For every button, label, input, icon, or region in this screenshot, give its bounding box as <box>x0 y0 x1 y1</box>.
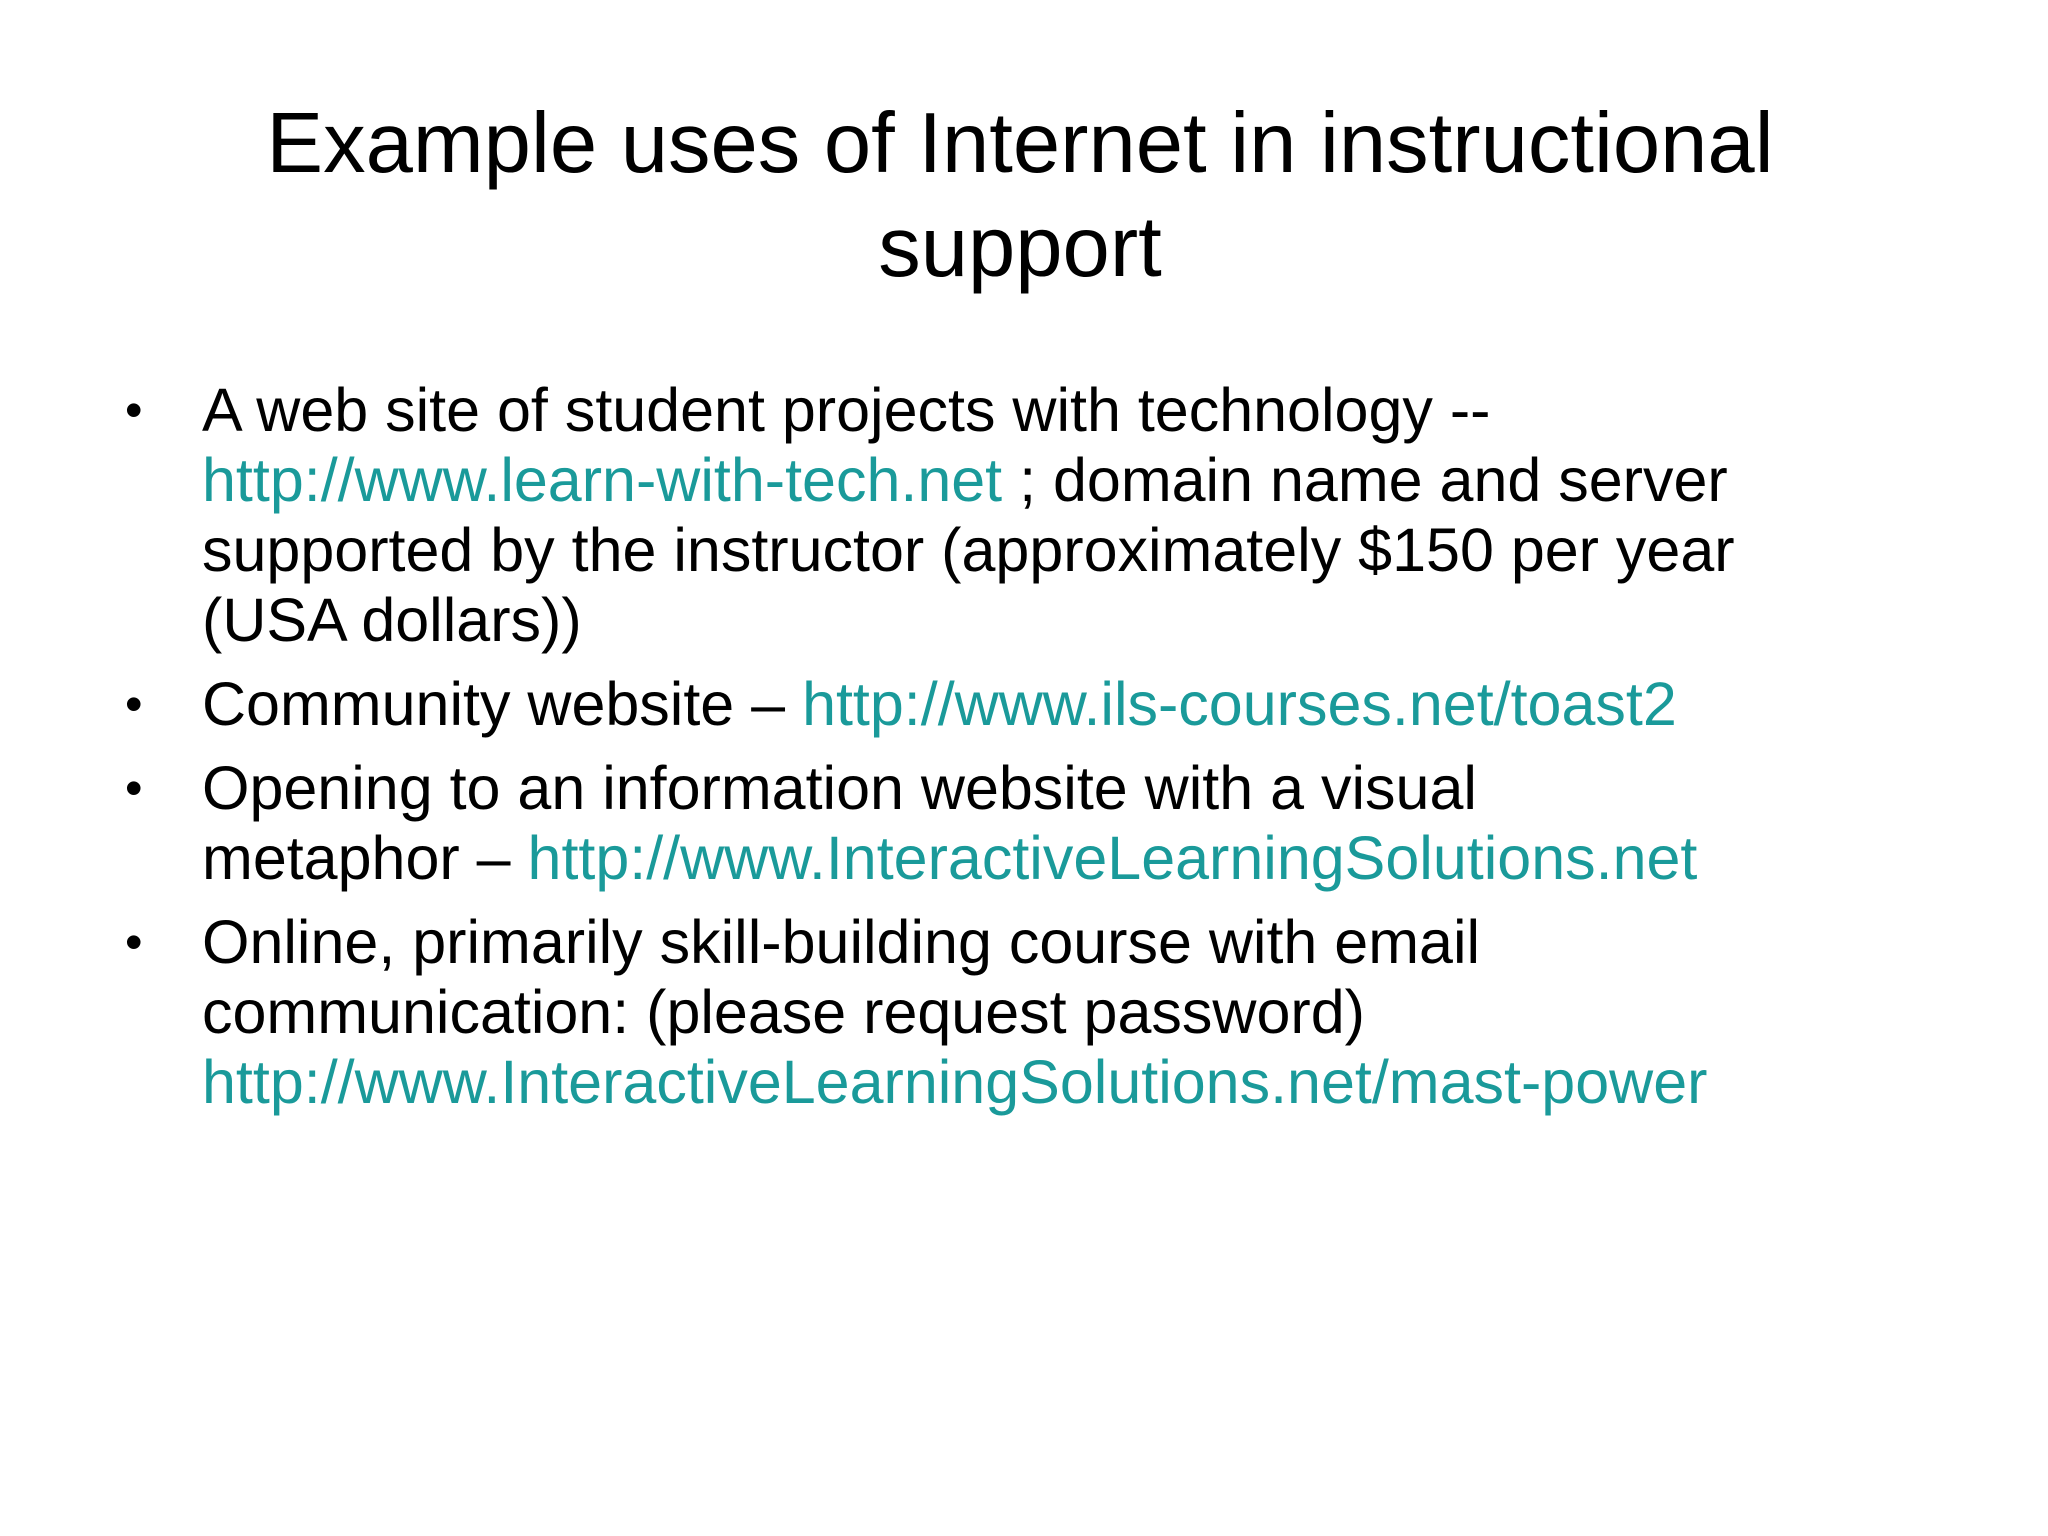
ils-courses-link[interactable]: http://www.ils-courses.net/toast2 <box>802 670 1677 738</box>
bullet-1-line-1: A web site of student projects with technology -- <box>202 376 1491 444</box>
bullet-4-line-1: Online, primarily skill-building course with email <box>202 908 1481 976</box>
bullet-3-line-2-text: metaphor – <box>202 824 528 892</box>
slide-title <box>120 92 1920 300</box>
bullet-icon: • <box>125 382 143 438</box>
bullet-list <box>120 375 1940 1131</box>
bullet-icon: • <box>125 914 143 970</box>
bullet-item-community-website <box>120 669 1940 739</box>
bullet-icon: • <box>125 760 143 816</box>
bullet-2-line-1 <box>202 669 1940 739</box>
interactive-learning-solutions-link[interactable]: http://www.InteractiveLearningSolutions.net <box>527 824 1698 892</box>
bullet-item-information-website <box>120 753 1940 893</box>
bullet-item-student-projects <box>120 375 1940 655</box>
bullet-2-text: Community website – <box>202 670 803 738</box>
mast-power-link[interactable]: http://www.InteractiveLearningSolutions.net/mast-power <box>202 1048 1708 1116</box>
bullet-3-line-1: Opening to an information website with a visual <box>202 754 1477 822</box>
slide-title-line-2: support <box>878 200 1162 295</box>
bullet-1-line-3: supported by the instructor (approximately $150 per year <box>202 516 1735 584</box>
bullet-1-line-4: (USA dollars)) <box>202 586 582 654</box>
bullet-item-online-course <box>120 907 1940 1117</box>
bullet-4-line-2: communication: (please request password) <box>202 978 1365 1046</box>
bullet-1-line-2 <box>202 445 1940 515</box>
bullet-1-line-2-text: ; domain name and server <box>1002 446 1728 514</box>
slide-title-line-1: Example uses of Internet in instructional <box>266 96 1774 191</box>
bullet-icon: • <box>125 676 143 732</box>
learn-with-tech-link[interactable]: http://www.learn-with-tech.net <box>202 446 1003 514</box>
bullet-3-line-2 <box>202 823 1940 893</box>
bullet-4-line-3 <box>202 1047 1940 1117</box>
